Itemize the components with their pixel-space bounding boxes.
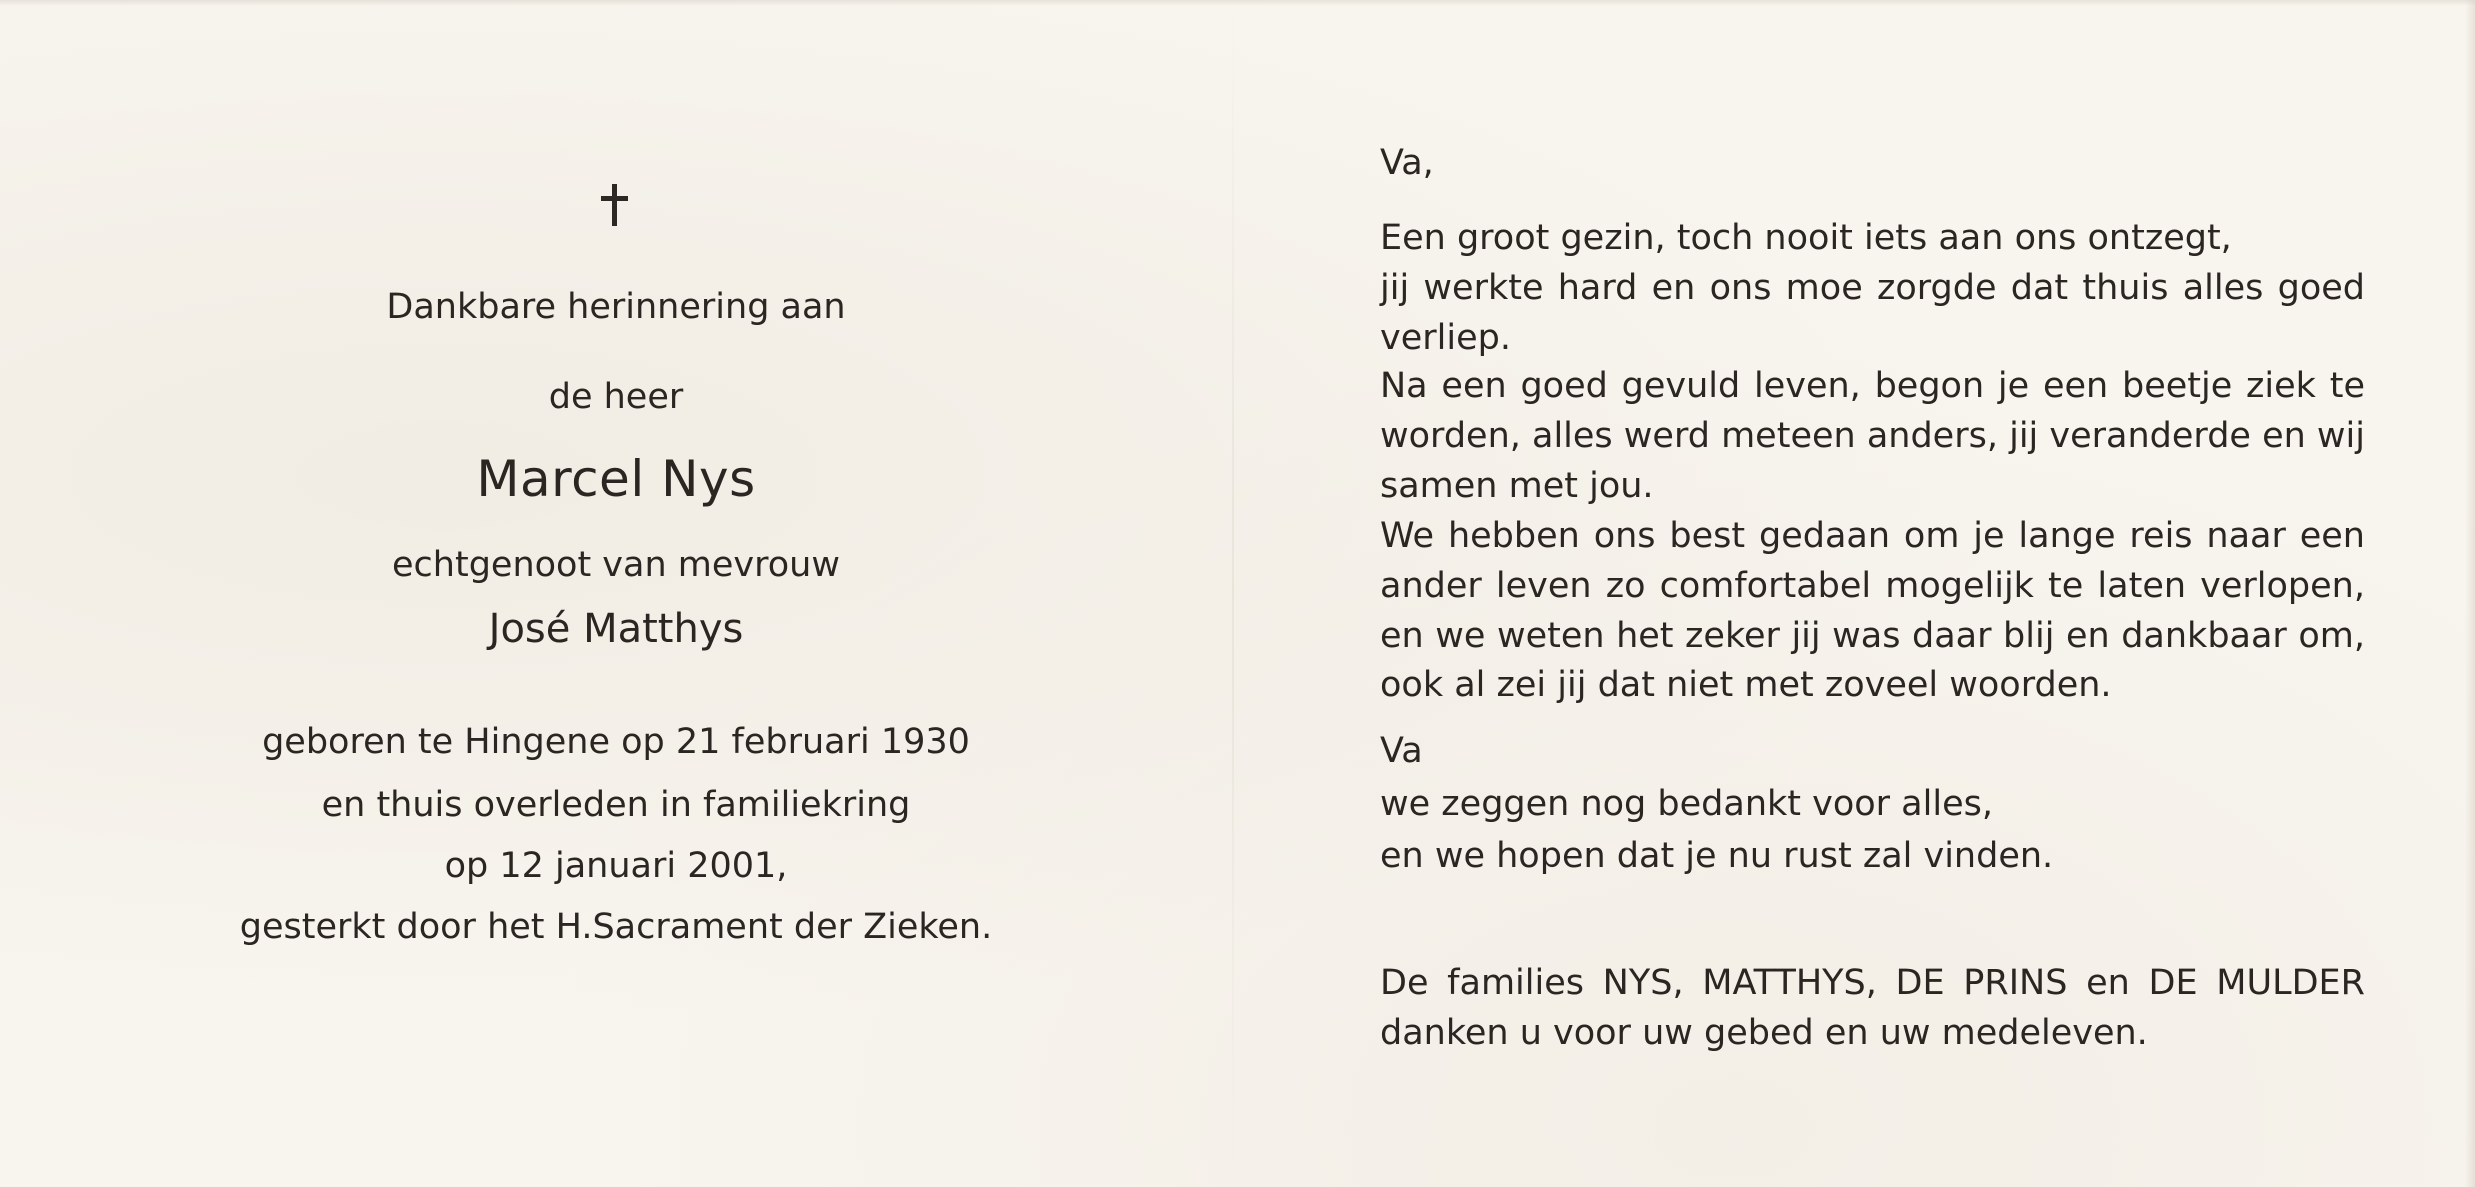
poem-line: en we weten het zeker jij was daar blij en dankbaar om, [1380,616,2365,656]
right-panel [1380,0,2365,1187]
poem-line: samen met jou. [1380,466,1654,506]
poem-line: worden, alles werd meteen anders, jij veranderde en wij [1380,416,2365,456]
family-thanks-line: danken u voor uw gebed en uw medeleven. [1380,1013,2148,1053]
poem-line: jij werkte hard en ons moe zorgde dat thuis alles goed [1380,268,2365,308]
remembrance-intro: Dankbare herinnering aan [386,287,846,327]
paper-right-edge [2465,0,2475,1187]
spouse-name: José Matthys [488,606,744,652]
honorific: de heer [548,377,684,417]
death-date-line: op 12 januari 2001, [444,846,788,886]
closing-salutation: Va [1380,731,1423,771]
family-thanks-line: De families NYS, MATTHYS, DE PRINS en DE MULDER [1380,963,2365,1003]
poem-line: ook al zei jij dat niet met zoveel woorden. [1380,665,2112,705]
birth-line: geboren te Hingene op 21 februari 1930 [262,722,970,762]
deceased-name: Marcel Nys [476,450,756,508]
sacrament-line: gesterkt door het H.Sacrament der Zieken. [239,907,993,947]
card-fold-line [1232,0,1234,1187]
salutation: Va, [1380,143,1434,183]
poem-line: verliep. [1380,318,1511,358]
cross-icon [594,178,636,228]
closing-line: en we hopen dat je nu rust zal vinden. [1380,836,2054,876]
spouse-intro: echtgenoot van mevrouw [392,545,840,585]
death-place-line: en thuis overleden in familiekring [321,785,911,825]
closing-line: we zeggen nog bedankt voor alles, [1380,784,1993,824]
poem-line: ander leven zo comfortabel mogelijk te laten verlopen, [1380,566,2365,606]
poem-line: We hebben ons best gedaan om je lange reis naar een [1380,516,2365,556]
left-panel [0,0,1232,1187]
poem-line: Een groot gezin, toch nooit iets aan ons ontzegt, [1380,218,2232,258]
poem-line: Na een goed gevuld leven, begon je een beetje ziek te [1380,366,2365,406]
